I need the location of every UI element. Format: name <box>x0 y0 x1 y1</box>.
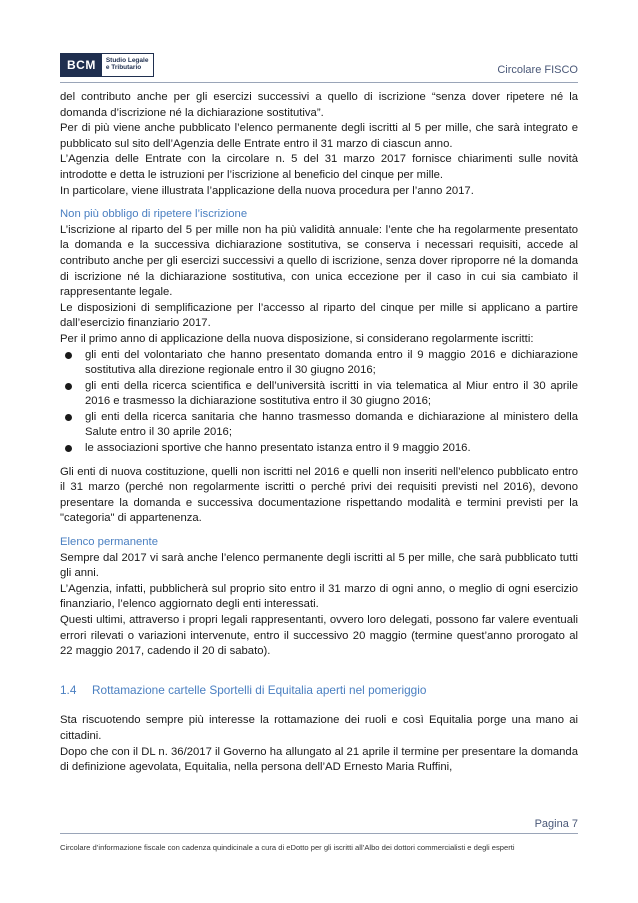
page-number: Pagina 7 <box>534 818 578 830</box>
header-title: Circolare FISCO <box>497 64 578 76</box>
page-content <box>60 90 578 776</box>
paragraph: Sempre dal 2017 vi sarà anche l’elenco permanente degli iscritti al 5 per mille, che sarà pubblicato tutti gli anni. <box>60 551 578 580</box>
paragraph: Gli enti di nuova costituzione, quelli non iscritti nel 2016 e quelli non inseriti nell’elenco pubblicato entro il 31 marzo (perché non regolarmente iscritti o perché privi dei requisiti previsti nel 2016), devono presentare la domanda e successiva documentazione rispettando modalità e termini previsti per la "categoria" di appartenenza. <box>60 465 578 525</box>
section-title: Rottamazione cartelle Sportelli di Equitalia aperti nel pomeriggio <box>92 682 427 697</box>
bullet-icon <box>65 414 72 421</box>
paragraph: del contributo anche per gli esercizi successivi a quello di iscrizione “senza dover ripetere né la domanda d’iscrizione né la dichiarazione sostitutiva”. <box>60 91 578 119</box>
bullet-list <box>60 348 578 457</box>
paragraph: Per il primo anno di applicazione della nuova disposizione, si considerano regolarmente iscritti: <box>60 332 534 345</box>
bullet-icon <box>65 445 72 452</box>
list-item: gli enti del volontariato che hanno presentato domanda entro il 9 maggio 2016 e dichiarazione sostitutiva alla direzione regionale entro il 30 giugno 2016; <box>60 348 578 379</box>
section-number: 1.4 <box>60 682 77 697</box>
footer-text: Circolare d’informazione fiscale con cadenza quindicinale a cura di eDotto per gli iscritti all’Albo dei dottori commercialisti e degli esperti <box>60 843 515 852</box>
bullet-icon <box>65 352 72 359</box>
logo-sub-line1: Studio Legale <box>105 57 149 64</box>
logo-sub-text <box>102 54 154 76</box>
section-heading <box>60 683 578 699</box>
bcm-logo <box>60 53 154 77</box>
paragraph: Dopo che con il DL n. 36/2017 il Governo ha allungato al 21 aprile il termine per presentare la domanda di definizione agevolata, Equitalia, nella persona dell’AD Ernesto Maria Ruffini, <box>60 745 578 774</box>
paragraph: Le disposizioni di semplificazione per l’accesso al riparto del cinque per mille si applicano a partire dall’esercizio finanziario 2017. <box>60 301 578 330</box>
logo-sub-line2: e Tributario <box>105 64 142 71</box>
paragraph: Questi ultimi, attraverso i propri legali rappresentanti, ovvero loro delegati, possono far valere eventuali errori rilevati o variazioni intervenute, entro il successivo 20 maggio (termine quest’anno prorogato al 22 maggio 2017, cadendo il 20 di sabato). <box>60 614 578 658</box>
paragraph: L’Agenzia, infatti, pubblicherà sul proprio sito entro il 31 marzo di ogni anno, o meglio di ogni esercizio finanziario, l’elenco aggiornato degli enti interessati. <box>60 582 578 611</box>
logo-main-text: BCM <box>61 54 102 76</box>
paragraph: Per di più viene anche pubblicato l’elenco permanente degli iscritti al 5 per mille, che sarà integrato e pubblicato sul sito dell’Agenzia delle Entrate entro il 31 marzo di ciascun anno. <box>60 122 578 150</box>
footer-divider <box>60 833 578 834</box>
list-item: le associazioni sportive che hanno presentato istanza entro il 9 maggio 2016. <box>60 441 578 457</box>
paragraph: Sta riscuotendo sempre più interesse la rottamazione dei ruoli e così Equitalia porge una mano ai cittadini. <box>60 714 578 742</box>
paragraph: L’iscrizione al riparto del 5 per mille non ha più validità annuale: l’ente che ha regolarmente presentato la domanda e la successiva dichiarazione sostitutiva, se conserva i necessari requisiti, accede al contributo anche per gli esercizi successivi a quello di iscrizione, senza dover riproporre né la domanda di iscrizione né la dichiarazione sostitutiva, con unica eccezione per il caso in cui sia cambiato il rappresentante legale. <box>60 223 578 299</box>
bullet-icon <box>65 383 72 390</box>
subheading-permanent-list: Elenco permanente <box>60 536 158 549</box>
subheading-no-repeat: Non più obbligo di ripetere l’iscrizione <box>60 208 248 221</box>
paragraph: In particolare, viene illustrata l’applicazione della nuova procedura per l’anno 2017. <box>60 184 474 197</box>
paragraph: L’Agenzia delle Entrate con la circolare n. 5 del 31 marzo 2017 fornisce chiarimenti sulle novità introdotte e detta le istruzioni per l’iscrizione al beneficio del cinque per mille. <box>60 153 578 181</box>
list-item: gli enti della ricerca sanitaria che hanno trasmesso domanda e dichiarazione al ministero della Salute entro il 30 aprile 2016; <box>60 410 578 441</box>
list-item: gli enti della ricerca scientifica e dell’università iscritti in via telematica al Miur entro il 30 aprile 2016 e trasmesso la dichiarazione sostitutiva entro il 30 giugno 2016; <box>60 379 578 410</box>
header-divider <box>60 82 578 83</box>
